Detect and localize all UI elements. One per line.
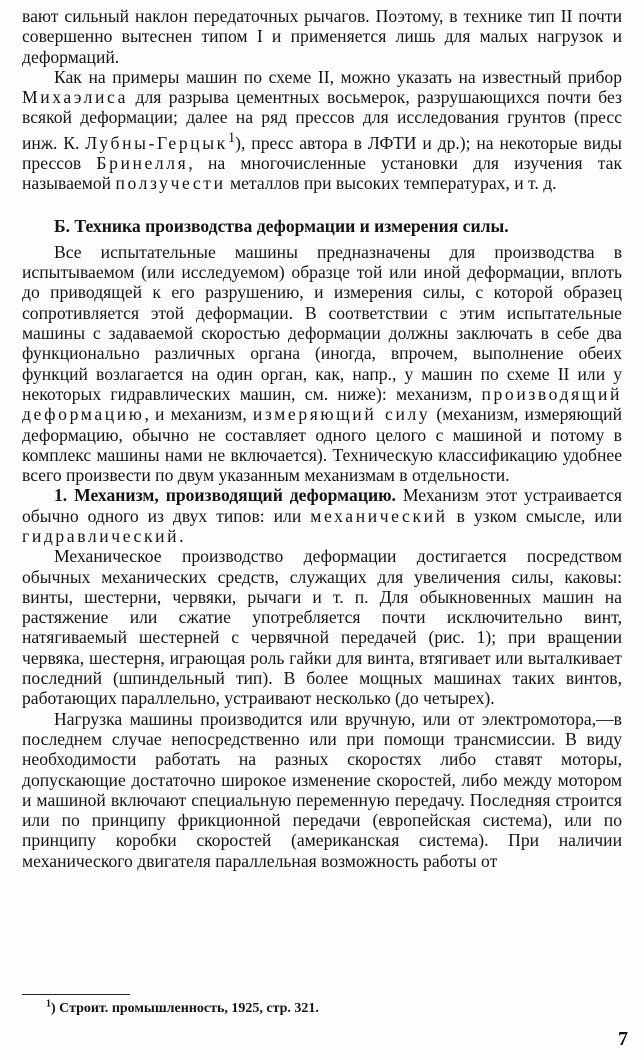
paragraph-3-text-3: (механизм, измеряющий деформацию, обычно не составляет одного целого с машиной и потому в комплекс машины нами не включается). Техническую классификацию удобнее всего произвести по двум указанным механизмам в отдельности. [22,404,622,486]
footnote-ref: 1 [227,129,236,146]
name-brinell: Бринелля [96,152,189,173]
term-hydraulic: гидравлический [22,525,180,546]
paragraph-2-text-2: для разрыва цементных восьмерок, разрушающихся почти без всякой деформации; далее на ряд прессов для исследования грунтов (пресс инж. К. [22,87,622,153]
term-mechanical: механический [310,505,448,526]
paragraph-3-text-1: Все испытательные машины предназначены для производства в испытываемом (или исследуемом) образце той или иной деформации, вплоть до приводящей к его разрушению, и измерения силы, с которой образец сопротивляется этой деформации. В соответствии с этим испытательные машины с задаваемой скоростью деформации должны заключать в себе два функционально различных органа (иногда, впрочем, выполнение обеих функций возлагается на один орган, как, напр., у машин по схеме II или у некоторых гидравлических машин, см. ниже): механизм, [22,241,622,404]
paragraph-3-text-2: , и механизм, [144,404,253,425]
section-heading-b: Б. Техника производства деформации и измерения силы. [54,215,509,236]
paragraph-4-text-2: в узком смысле, или [447,505,622,526]
term-measuring-force: измеряющий силу [252,404,431,425]
paragraph-3 [22,242,622,486]
paragraph-4-text-1: Механизм этот устраивается обычно одного из двух типов: или [22,485,622,526]
footnote [46,1000,319,1018]
footnote-text: ) Строит. промышленность, 1925, стр. 321. [51,1001,319,1016]
footnote-mark: 1 [46,998,51,1010]
paragraph-5: Механическое производство деформации достигается посредством обычных механических средств, служащих для увеличения силы, каковы: винты, шестерни, червяки, рычаги и т. п. Для обыкновенных машин на растяжение или сжатие употребляется почти исключительно винт, натягиваемый шестерней с червячной передачей (рис. 1); при вращении червяка, шестерня, играющая роль гайки для винта, втягивает или выталкивает последний (шпиндельный тип). В более мощных машинах таких винтов, работающих параллельно, устраивают несколько (до четырех). [22,546,622,709]
term-creep: ползучести [115,173,226,194]
paragraph-2-text-5: металлов при высоких температурах, и т. д. [225,173,557,194]
paragraph-4-text-3: . [179,525,184,546]
paragraph-2 [22,67,622,194]
paragraph-6: Нагрузка машины производится или вручную, или от электромотора,—в последнем случае непосредственно или при помощи трансмиссии. В виду необходимости работать на разных скоростях либо ставят моторы, допускающие достаточно широкое изменение скоростей, либо между мотором и машиной включают специальную переменную передачу. Последняя строится или по принципу фрикционной передачи (европейская система), или по принципу коробки скоростей (американская система). При наличии механического двигателя параллельная возможность работы от [22,708,622,871]
body-text [22,6,622,871]
paragraph-2-text-3: ), пресс автора в ЛФТИ и др.); на некоторые виды прессов [22,132,622,173]
paragraph-4 [22,485,622,546]
name-michaelis: Михаэлиса [22,87,129,108]
footnote-divider [22,994,130,995]
paragraph-2-text-1: Как на примеры машин по схеме II, можно указать на известный прибор [54,66,622,87]
term-producing-deformation: производящий деформацию [22,383,622,425]
subsection-title-1: 1. Механизм, производящий деформацию. [54,485,396,506]
paragraph-1: вают сильный наклон передаточных рычагов. Поэтому, в технике тип II почти совершенно вытеснен типом I и применяется лишь для малых нагрузок и деформаций. [22,6,622,67]
paragraph-2-text-4: , на многочисленные установки для изучения так называемой [22,152,622,194]
page-number: 7 [618,1028,628,1050]
name-lubny-gertsyk: Лубны-Герцык [85,132,228,153]
